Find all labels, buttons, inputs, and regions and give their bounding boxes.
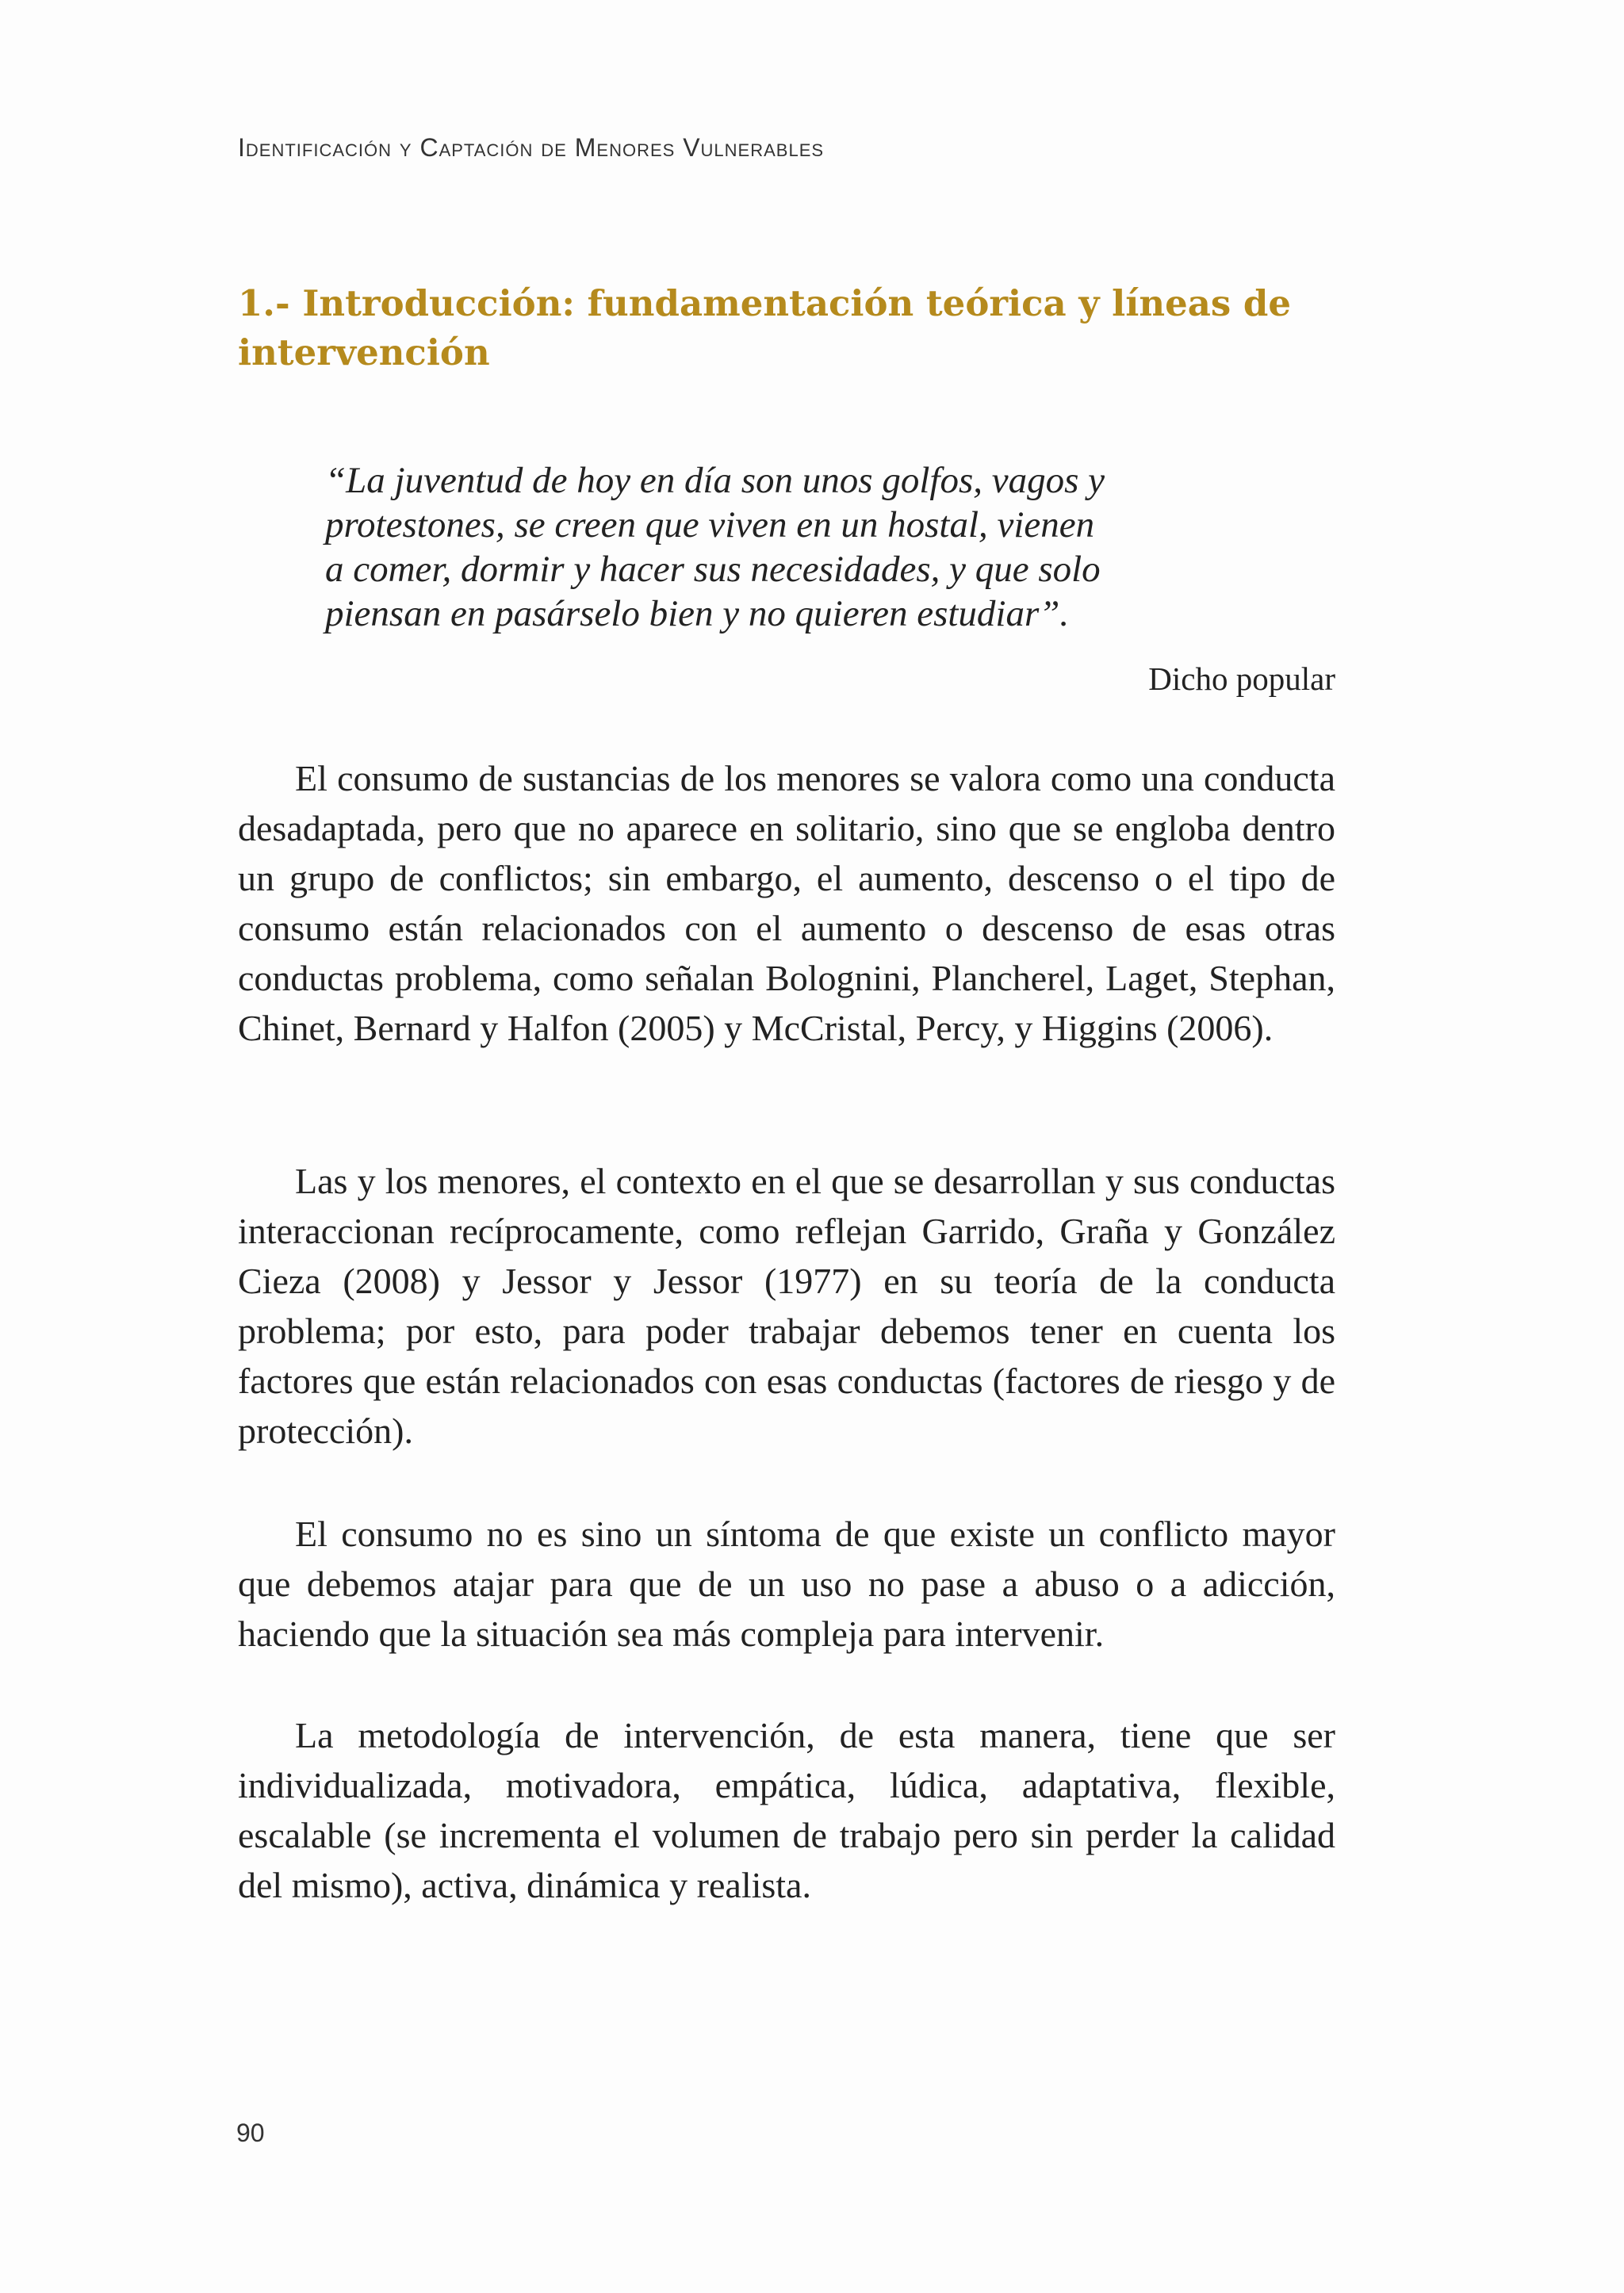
body-paragraph-4: La metodología de intervención, de esta manera, tiene que ser individualizada, motivadora, empática, lúdica, adaptativa, flexible, escalable (se incrementa el volumen de trabajo pero sin perder la calidad del mismo), activa, dinámica y realista. — [238, 1715, 1335, 1905]
body-paragraph-3: El consumo no es sino un síntoma de que existe un conflicto mayor que debemos atajar para que de un uso no pase a abuso o a adicción, haciendo que la situación sea más compleja para intervenir. — [238, 1514, 1335, 1654]
section-title-line-2: intervención — [238, 331, 490, 373]
body-paragraph-1: El consumo de sustancias de los menores se valora como una conducta desadaptada, pero que no aparece en solitario, sino que se engloba dentro un grupo de conflictos; sin embargo, el aumento, descenso o el tipo de consumo están relacionados con el aumento o descenso de esas otras conductas problema, como señalan Bolognini, Plancherel, Laget, Stephan, Chinet, Bernard y Halfon (2005) y McCristal, Percy, y Higgins (2006). — [238, 758, 1335, 1048]
epigraph-attribution: Dicho popular — [1148, 660, 1335, 697]
running-header: Identificación y Captación de Menores Vulnerables — [238, 133, 825, 162]
epigraph-line: piensan en pasárselo bien y no quieren estudiar”. — [325, 593, 1070, 634]
body-paragraph-2: Las y los menores, el contexto en el que se desarrollan y sus conductas interaccionan recíprocamente, como reflejan Garrido, Graña y González Cieza (2008) y Jessor y Jessor (1977) en su teoría de la conducta problema; por esto, para poder trabajar debemos tener en cuenta los factores que están relacionados con esas conductas (factores de riesgo y de protección). — [238, 1161, 1335, 1451]
epigraph-line: protestones, se creen que viven en un hostal, vienen — [325, 504, 1095, 545]
section-title — [238, 279, 1348, 377]
page-number: 90 — [236, 2119, 265, 2147]
epigraph-line: “La juventud de hoy en día son unos golfos, vagos y — [325, 460, 1105, 501]
section-title-line-1: 1.- Introducción: fundamentación teórica y líneas de — [238, 282, 1291, 324]
epigraph-line: a comer, dormir y hacer sus necesidades, y que solo — [325, 549, 1101, 590]
epigraph-quote — [325, 458, 1197, 636]
